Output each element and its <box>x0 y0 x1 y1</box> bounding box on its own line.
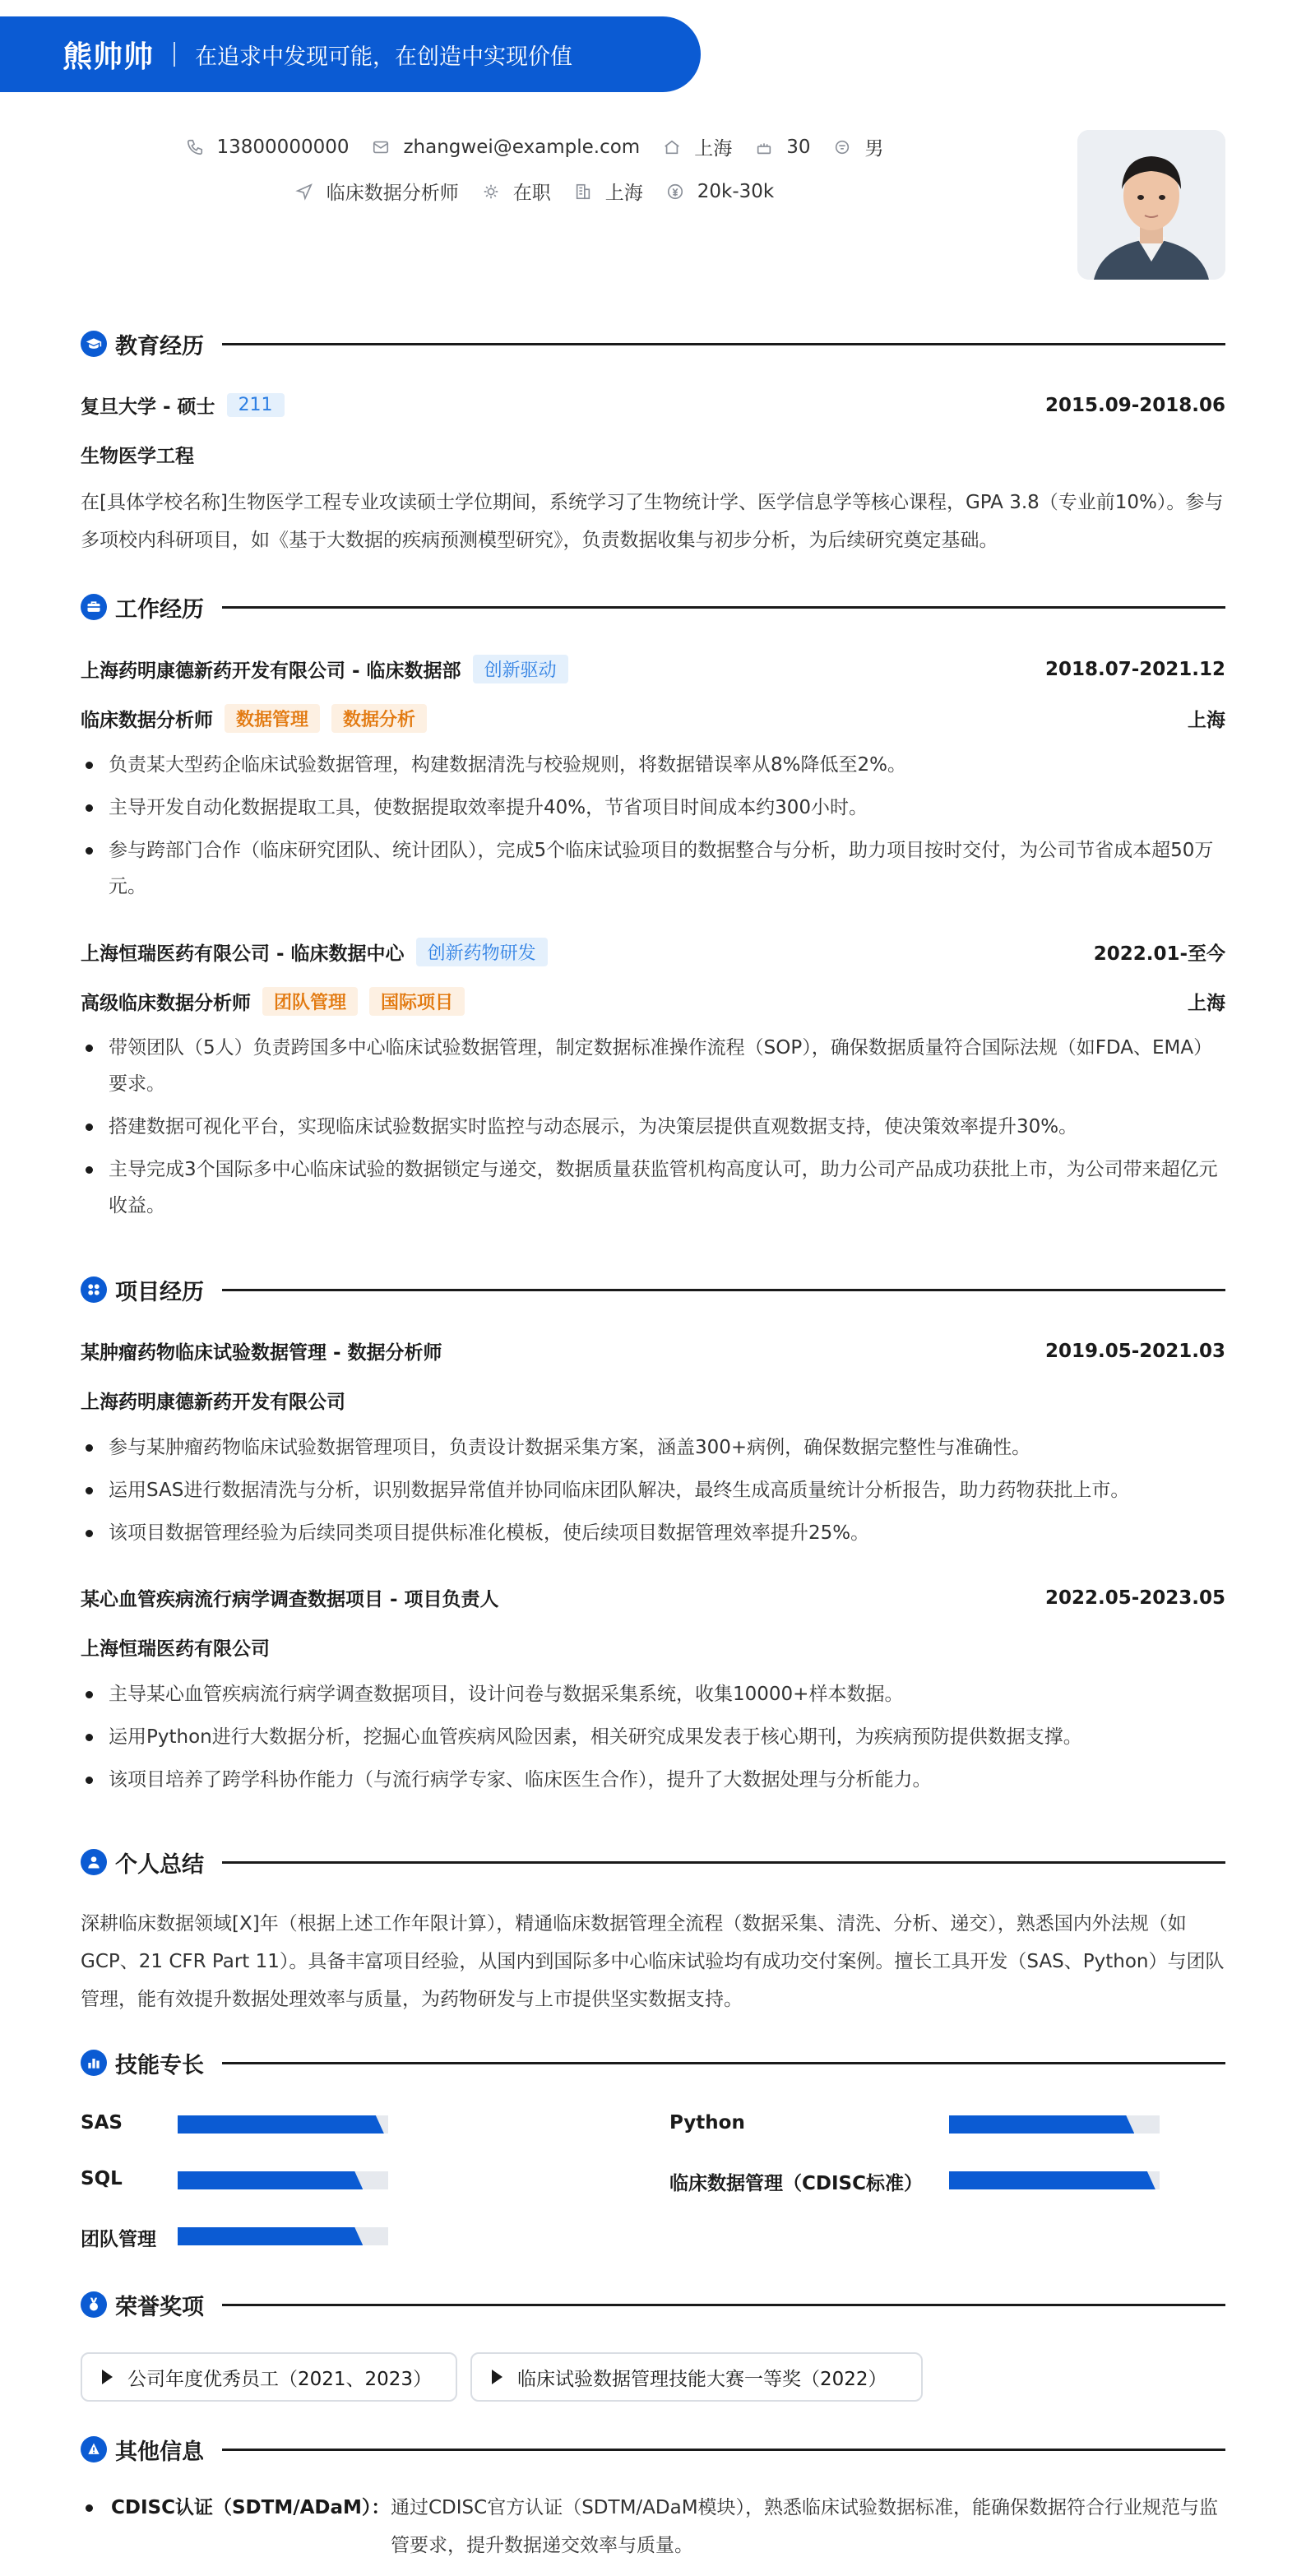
list-item: 参与某肿瘤药物临床试验数据管理项目，负责设计数据采集方案，涵盖300+病例，确保数据完整性与准确性。 <box>81 1429 1225 1466</box>
user-icon <box>81 1849 107 1875</box>
list-item: 主导开发自动化数据提取工具，使数据提取效率提升40%，节省项目时间成本约300小时。 <box>81 790 1225 826</box>
skill-name: SQL <box>81 2168 123 2189</box>
candidate-name: 熊帅帅 <box>63 39 155 74</box>
skill-bar <box>949 2115 1160 2134</box>
section-skills <box>81 2046 1225 2079</box>
work-2-role-row <box>81 987 1225 1016</box>
section-other <box>81 2433 1225 2466</box>
skill-name: Python <box>669 2112 745 2134</box>
section-title-summary: 个人总结 <box>115 1851 204 1878</box>
work-company-tag: 创新驱动 <box>473 655 568 683</box>
skill-name: 临床数据管理（CDISC标准） <box>669 2173 923 2194</box>
gender-icon <box>833 138 851 156</box>
work-company: 上海药明康德新药开发有限公司 - 临床数据部 <box>81 660 461 682</box>
section-work <box>81 591 1225 623</box>
other-label: CDISC认证（SDTM/ADaM）： <box>111 2497 391 2518</box>
salary-text: 20k-30k <box>697 180 775 202</box>
header-divider <box>174 42 175 67</box>
work-role: 临床数据分析师 <box>81 710 213 731</box>
list-item: 参与跨部门合作（临床研究团队、统计团队），完成5个临床试验项目的数据整合与分析，助力项目按时交付，为公司节省成本超50万元。 <box>81 832 1225 905</box>
project-title: 某肿瘤药物临床试验数据管理 - 数据分析师 <box>81 1342 442 1364</box>
candidate-slogan: 在追求中发现可能，在创造中实现价值 <box>195 44 573 70</box>
work-city-text: 上海 <box>604 183 643 204</box>
section-divider <box>222 1289 1225 1291</box>
section-title-projects: 项目经历 <box>115 1279 204 1305</box>
contact-row-personal <box>0 133 1069 160</box>
work-company: 上海恒瑞医药有限公司 - 临床数据中心 <box>81 943 405 965</box>
skill-item <box>669 2168 923 2195</box>
contact-phone[interactable] <box>186 137 350 158</box>
section-divider <box>222 606 1225 609</box>
project-org: 上海药明康德新药开发有限公司 <box>81 1392 345 1413</box>
project-org: 上海恒瑞医药有限公司 <box>81 1638 270 1660</box>
project-1-bullets <box>81 1429 1225 1558</box>
section-divider <box>222 2304 1225 2306</box>
skill-fill <box>178 2115 384 2134</box>
info-icon <box>81 2436 107 2462</box>
bullet-dot <box>86 2504 93 2512</box>
contact-gender <box>833 133 883 160</box>
work-1-header <box>81 655 1225 683</box>
age-text: 30 <box>786 136 811 158</box>
phone-icon <box>186 138 204 156</box>
education-major: 生物医学工程 <box>81 446 194 467</box>
skill-fill <box>949 2115 1134 2134</box>
phone-text: 13800000000 <box>216 136 350 158</box>
award-text: 临床试验数据管理技能大赛一等奖（2022） <box>517 2368 887 2390</box>
section-summary <box>81 1846 1225 1879</box>
chart-icon <box>81 2050 107 2076</box>
list-item: 运用Python进行大数据分析，挖掘心血管疾病风险因素，相关研究成果发表于核心期刊，为疾病预防提供数据支撑。 <box>81 1719 1225 1755</box>
briefcase-icon <box>81 594 107 620</box>
section-title-other: 其他信息 <box>115 2439 204 2465</box>
contact-position <box>295 178 459 205</box>
send-icon <box>295 183 313 201</box>
play-triangle-icon <box>102 2370 113 2384</box>
project-2-header <box>81 1584 1225 1611</box>
contact-status <box>482 178 551 205</box>
skill-bar <box>178 2115 388 2134</box>
contact-city <box>663 133 732 160</box>
section-title-work: 工作经历 <box>115 596 204 623</box>
medal-icon <box>81 2291 107 2318</box>
section-education <box>81 327 1225 360</box>
grid-icon <box>81 1276 107 1303</box>
summary-text: 深耕临床数据领域[X]年（根据上述工作年限计算），精通临床数据管理全流程（数据采集、清洗、分析、递交），熟悉国内外法规（如GCP、21 CFR Part 11）。具备丰富项目经验，从国内到国际多中心临床试验均有成功交付案例。擅长工具开发（SAS、Python）与团队管理，能有效提升数据处理效率与质量，为药物研发与上市提供坚实数据支持。 <box>81 1913 1225 2010</box>
avatar-portrait <box>1077 130 1225 280</box>
header-banner <box>0 16 701 92</box>
education-major-row <box>81 441 1225 468</box>
section-divider <box>222 1861 1225 1864</box>
project-1-header <box>81 1337 1225 1364</box>
work-company-tag: 创新药物研发 <box>416 938 548 966</box>
section-title-awards: 荣誉奖项 <box>115 2294 204 2320</box>
project-date: 2022.05-2023.05 <box>1044 1587 1225 1609</box>
project-title: 某心血管疾病流行病学调查数据项目 - 项目负责人 <box>81 1589 499 1610</box>
status-icon <box>482 183 500 201</box>
list-item: 运用SAS进行数据清洗与分析，识别数据异常值并协同临床团队解决，最终生成高质量统计分析报告，助力药物获批上市。 <box>81 1472 1225 1508</box>
mail-icon <box>372 138 390 156</box>
list-item: 主导某心血管疾病流行病学调查数据项目，设计问卷与数据采集系统，收集10000+样本数据。 <box>81 1676 1225 1712</box>
list-item: 该项目数据管理经验为后续同类项目提供标准化模板，使后续项目数据管理效率提升25%。 <box>81 1515 1225 1551</box>
work-1-role-row <box>81 704 1225 733</box>
city-text: 上海 <box>694 138 733 160</box>
graduation-cap-icon <box>81 331 107 357</box>
list-item: 搭建数据可视化平台，实现临床试验数据实时监控与动态展示，为决策层提供直观数据支持，使决策效率提升30%。 <box>81 1109 1225 1145</box>
position-text: 临床数据分析师 <box>326 183 459 204</box>
education-school: 复旦大学 - 硕士 <box>81 396 215 418</box>
gender-text: 男 <box>864 138 884 160</box>
project-1-org-row <box>81 1387 1225 1414</box>
other-text: 通过CDISC官方认证（SDTM/ADaM模块），熟悉临床试验数据标准，能确保数据符合行业规范与监管要求，提升数据递交效率与质量。 <box>391 2497 1219 2556</box>
status-text: 在职 <box>512 183 551 204</box>
skill-fill <box>178 2227 363 2245</box>
list-item: 该项目培养了跨学科协作能力（与流行病学专家、临床医生合作），提升了大数据处理与分析能力。 <box>81 1762 1225 1798</box>
skill-name: 团队管理 <box>81 2229 156 2250</box>
project-date: 2019.05-2021.03 <box>1044 1340 1225 1362</box>
education-header <box>81 391 1225 419</box>
education-date: 2015.09-2018.06 <box>1044 394 1225 416</box>
list-item: 带领团队（5人）负责跨国多中心临床试验数据管理，制定数据标准操作流程（SOP），确保数据质量符合国际法规（如FDA、EMA）要求。 <box>81 1030 1225 1102</box>
skill-item <box>81 2168 123 2189</box>
building-icon <box>574 183 592 201</box>
skill-name: SAS <box>81 2112 123 2134</box>
award-item <box>470 2352 923 2402</box>
section-projects <box>81 1273 1225 1306</box>
section-divider <box>222 343 1225 345</box>
skill-item <box>81 2112 123 2134</box>
education-description: 在[具体学校名称]生物医学工程专业攻读硕士学位期间，系统学习了生物统计学、医学信息学等核心课程，GPA 3.8（专业前10%）。参与多项校内科研项目，如《基于大数据的疾病预测模型研究》，负责数据收集与初步分析，为后续研究奠定基础。 <box>81 492 1224 551</box>
list-item: 主导完成3个国际多中心临床试验的数据锁定与递交，数据质量获监管机构高度认可，助力公司产品成功获批上市，为公司带来超亿元收益。 <box>81 1151 1225 1224</box>
avatar <box>1077 130 1225 280</box>
contact-email[interactable] <box>372 137 640 158</box>
work-2-header <box>81 938 1225 966</box>
skill-bar <box>949 2171 1160 2189</box>
award-item <box>81 2352 457 2402</box>
skill-bar <box>178 2171 388 2189</box>
work-role-tag: 团队管理 <box>262 987 358 1016</box>
section-title-education: 教育经历 <box>115 333 204 359</box>
home-icon <box>663 138 681 156</box>
award-text: 公司年度优秀员工（2021、2023） <box>127 2368 433 2390</box>
project-2-org-row <box>81 1633 1225 1661</box>
skill-fill <box>178 2171 363 2189</box>
section-awards <box>81 2288 1225 2321</box>
skill-fill <box>949 2171 1155 2189</box>
skill-item <box>669 2112 745 2134</box>
contact-work-city <box>574 178 643 205</box>
work-date: 2022.01-至今 <box>1093 943 1225 965</box>
work-date: 2018.07-2021.12 <box>1044 658 1225 680</box>
work-role-tag: 数据管理 <box>225 704 320 733</box>
salary-icon <box>666 183 684 201</box>
section-divider <box>222 2449 1225 2451</box>
education-tag: 211 <box>227 393 285 417</box>
age-icon <box>755 138 773 156</box>
email-text: zhangwei@example.com <box>403 136 641 158</box>
work-2-bullets <box>81 1030 1225 1230</box>
play-triangle-icon <box>492 2370 502 2384</box>
work-1-bullets <box>81 747 1225 911</box>
work-role-tag: 国际项目 <box>369 987 465 1016</box>
work-location: 上海 <box>1188 710 1225 731</box>
contact-age <box>755 137 810 158</box>
list-item: 负责某大型药企临床试验数据管理，构建数据清洗与校验规则，将数据错误率从8%降低至2%。 <box>81 747 1225 783</box>
project-2-bullets <box>81 1676 1225 1805</box>
section-divider <box>222 2062 1225 2064</box>
work-role: 高级临床数据分析师 <box>81 993 251 1014</box>
skill-bar <box>178 2227 388 2245</box>
section-title-skills: 技能专长 <box>115 2052 204 2078</box>
contact-row-career <box>0 178 1069 205</box>
work-location: 上海 <box>1188 993 1225 1014</box>
other-item <box>81 2489 1225 2564</box>
contact-salary <box>666 181 774 202</box>
work-role-tag: 数据分析 <box>331 704 427 733</box>
skill-item <box>81 2224 156 2251</box>
